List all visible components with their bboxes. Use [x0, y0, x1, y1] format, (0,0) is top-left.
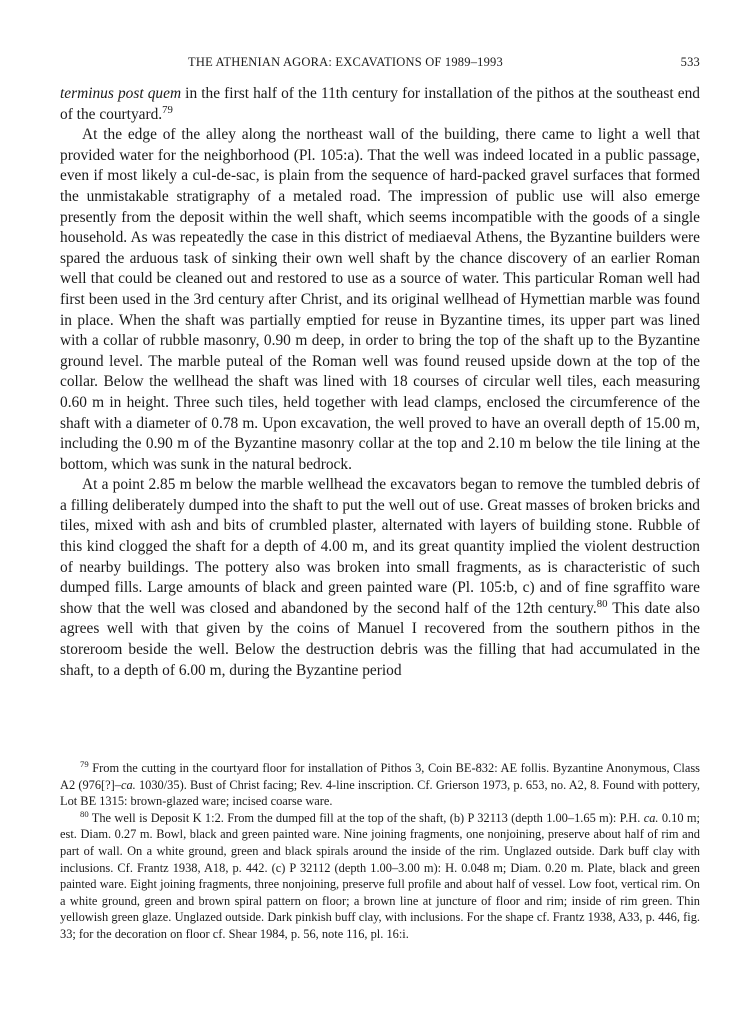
footnotes: [60, 760, 700, 943]
footnote-ref-80[interactable]: 80: [596, 597, 608, 610]
footnote-text: 0.10 m; est. Diam. 0.27 m. Bowl, black and green painted ware. Nine joining fragments, one nonjoining, preserve about half of rim and part of wall. On a white ground, green and black spirals around the inside of the rim. Unglazed outside. Dark buff clay with inclusions. Cf. Frantz 1938, A18, p. 442. (c) P 32112 (depth 1.00–3.00 m): H. 0.048 m; Diam. 0.20 m. Plate, black and green painted ware. Eight joining fragments, three nonjoining, preserve full profile and about half of vessel. Low foot, vertical rim. On a white ground, green and brown spiral pattern on floor; a brown line at juncture of floor and rim; inside of rim green. Thin yellowish green glaze. Unglazed outside. Dark pinkish buff clay, with inclusions. For the shape cf. Frantz 1938, A33, p. 446, fig. 33; for the decoration on floor cf. Shear 1984, p. 56, note 116, pl. 16:i.: [60, 810, 700, 941]
footnote-italic: ca.: [120, 777, 136, 792]
paragraph-1-text: in the first half of the 11th century for installation of the pithos at the southeast end of the courtyard.: [60, 85, 700, 123]
footnote-80: [60, 810, 700, 943]
footnote-number: 80: [80, 808, 89, 819]
footnote-ref-79[interactable]: 79: [162, 103, 173, 116]
page-number: 533: [680, 55, 700, 69]
footnote-text: From the cutting in the courtyard floor for installation of Pithos 3, Coin BE-832: AE follis. Byzantine Anonymous, Class A2 (976[?]–: [60, 761, 700, 792]
paragraph-2: At the edge of the alley along the northeast wall of the building, there came to light a well that provided water for the neighborhood (Pl. 105:a). That the well was indeed located in a public passage, even if most likely a cul-de-sac, is plain from the sequence of hard-packed gravel surfaces that formed the unmistakable stratigraphy of a metaled road. The impression of public use will also emerge presently from the deposit within the well shaft, which seems incompatible with the goods of a single household. As was repeatedly the case in this district of mediaeval Athens, the Byzantine builders were spared the arduous task of sinking their own well shaft by the chance discovery of an earlier Roman well that could be cleaned out and restored to use as a source of water. This particular Roman well had first been used in the 3rd century after Christ, and its original wellhead of Hymettian marble was found in place. When the shaft was partially emptied for reuse in Byzantine times, its upper part was lined with a collar of rubble masonry, 0.90 m deep, in order to bring the top of the shaft up to the Byzantine ground level. The marble puteal of the Roman well was found reused upside down at the top of the collar. Below the wellhead the shaft was lined with 18 courses of circular well tiles, each measuring 0.60 m in height. Three such tiles, held together with lead clamps, enclosed the circumference of the shaft with a diameter of 0.78 m. Upon excavation, the well proved to have an overall depth of 15.00 m, including the 0.90 m of the Byzantine masonry collar at the top and 2.10 m below the tile lining at the bottom, which was sunk in the natural bedrock.: [60, 126, 700, 473]
footnote-number: 79: [80, 758, 89, 769]
footnote-text: The well is Deposit K 1:2. From the dumped fill at the top of the shaft, (b) P 32113 (depth 1.00–1.65 m): P.H.: [88, 810, 644, 825]
footnote-italic: ca.: [643, 810, 659, 825]
paragraph-3-text: At a point 2.85 m below the marble wellhead the excavators began to remove the tumbled debris of a filling deliberately dumped into the shaft to put the well out of use. Great masses of broken bricks and tiles, mixed with ash and bits of crumbled plaster, alternated with layers of building stone. Rubble of this kind clogged the shaft for a depth of 4.00 m, and its great quantity implied the violent destruction of nearby buildings. The pottery also was broken into small fragments, as is characteristic of such dumped fills. Large amounts of black and green painted ware (Pl. 105:b, c) and of fine sgraffito ware show that the well was closed and abandoned by the second half of the 12th century.: [60, 476, 700, 617]
footnote-text: 1030/35). Bust of Christ facing; Rev. 4-line inscription. Cf. Grierson 1973, p. 653, no. A2, 8. Found with pottery, Lot BE 1315: brown-glazed ware; incised coarse ware.: [60, 777, 701, 809]
running-header: [60, 55, 700, 75]
paragraph-3-continuation: This date also agrees well with that given by the coins of Manuel I recovered from the southern pithos in the storeroom beside the well. Below the destruction debris was the filling that had accumulated in the shaft, to a depth of 6.00 m, during the Byzantine period: [60, 599, 700, 679]
body-text: [60, 84, 700, 681]
paragraph-1: [60, 84, 700, 125]
latin-phrase: terminus post quem: [60, 85, 182, 102]
paragraph-3: [60, 475, 700, 681]
running-title: THE ATHENIAN AGORA: EXCAVATIONS OF 1989–1993: [188, 55, 503, 69]
footnote-79: [60, 760, 700, 810]
